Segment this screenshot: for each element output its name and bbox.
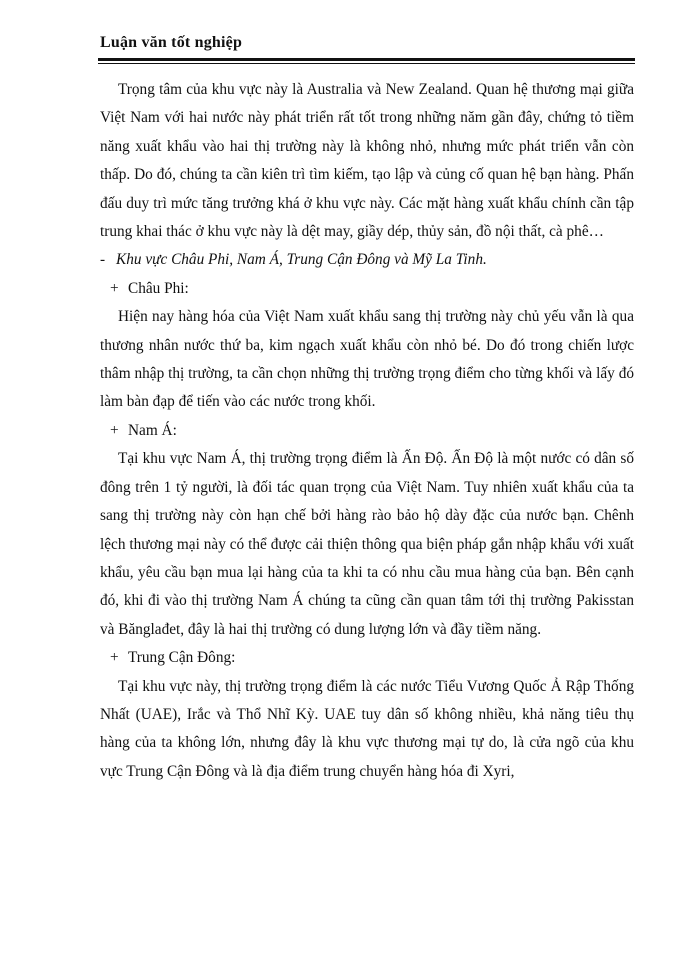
subheading-middle-east (100, 644, 634, 672)
paragraph-middle-east: Tại khu vực này, thị trường trọng điểm là các nước Tiểu Vương Quốc Ả Rập Thống Nhất (UAE), Irắc và Thổ Nhĩ Kỳ. UAE tuy dân số không nhiều, khả năng tiêu thụ hàng của ta không lớn, nhưng đây là khu vực thương mại tự do, là cửa ngõ của khu vực Trung Cận Đông và là địa điểm trung chuyển hàng hóa đi Xyri, (100, 677, 634, 780)
document-body (100, 76, 634, 786)
plus-marker: + (110, 421, 119, 439)
bullet-regions (100, 246, 634, 274)
subheading-south-asia-text: Nam Á: (128, 421, 177, 439)
subheading-africa-text: Châu Phi: (128, 279, 189, 297)
paragraph-south-asia: Tại khu vực Nam Á, thị trường trọng điểm là Ấn Độ. Ấn Độ là một nước có dân số đông trên 1 tỷ người, là đối tác quan trọng của Việt Nam. Tuy nhiên xuất khẩu của ta sang thị trường này còn hạn chế bởi hàng rào bảo hộ dày đặc của nước bạn. Chênh lệch thương mại này có thể được cải thiện thông qua biện pháp gắn nhập khẩu với xuất khẩu, yêu cầu bạn mua lại hàng của ta khi ta có nhu cầu mua hàng của bạn. Bên cạnh đó, khi đi vào thị trường Nam Á chúng ta cũng cần quan tâm tới thị trường Pakisstan và Bănglađet, đây là hai thị trường có dung lượng lớn và đầy tiềm năng. (100, 450, 634, 638)
subheading-africa (100, 275, 634, 303)
page-header-title: Luận văn tốt nghiệp (100, 34, 243, 51)
paragraph-oceania: Trọng tâm của khu vực này là Australia và New Zealand. Quan hệ thương mại giữa Việt Nam với hai nước này phát triển rất tốt trong những năm gần đây, chứng tỏ tiềm năng xuất khẩu vào hai thị trường này là không nhỏ, nhưng mức phát triển vẫn còn thấp. Do đó, chúng ta cần kiên trì tìm kiếm, tạo lập và củng cố quan hệ bạn hàng. Phấn đấu duy trì mức tăng trưởng khá ở khu vực này. Các mặt hàng xuất khẩu chính cần tập trung khai thác ở khu vực này là dệt may, giầy dép, thủy sản, đồ nội thất, cà phê… (100, 81, 634, 241)
plus-marker: + (110, 649, 119, 667)
bullet-regions-text: Khu vực Châu Phi, Nam Á, Trung Cận Đông và Mỹ La Tinh. (116, 251, 487, 269)
header-rule-thick (98, 58, 635, 61)
plus-marker: + (110, 279, 119, 297)
paragraph-africa: Hiện nay hàng hóa của Việt Nam xuất khẩu sang thị trường này chủ yếu vẫn là qua thương nhân nước thứ ba, kim ngạch xuất khẩu còn nhỏ bé. Do đó trong chiến lược thâm nhập thị trường, ta cần chọn những thị trường trọng điểm cho từng khối và lấy đó làm bàn đạp để tiến vào các nước trong khối. (100, 308, 634, 411)
subheading-south-asia (100, 417, 634, 445)
subheading-middle-east-text: Trung Cận Đông: (128, 649, 236, 667)
bullet-dash: - (100, 251, 106, 269)
header-rule-thin (98, 63, 635, 64)
